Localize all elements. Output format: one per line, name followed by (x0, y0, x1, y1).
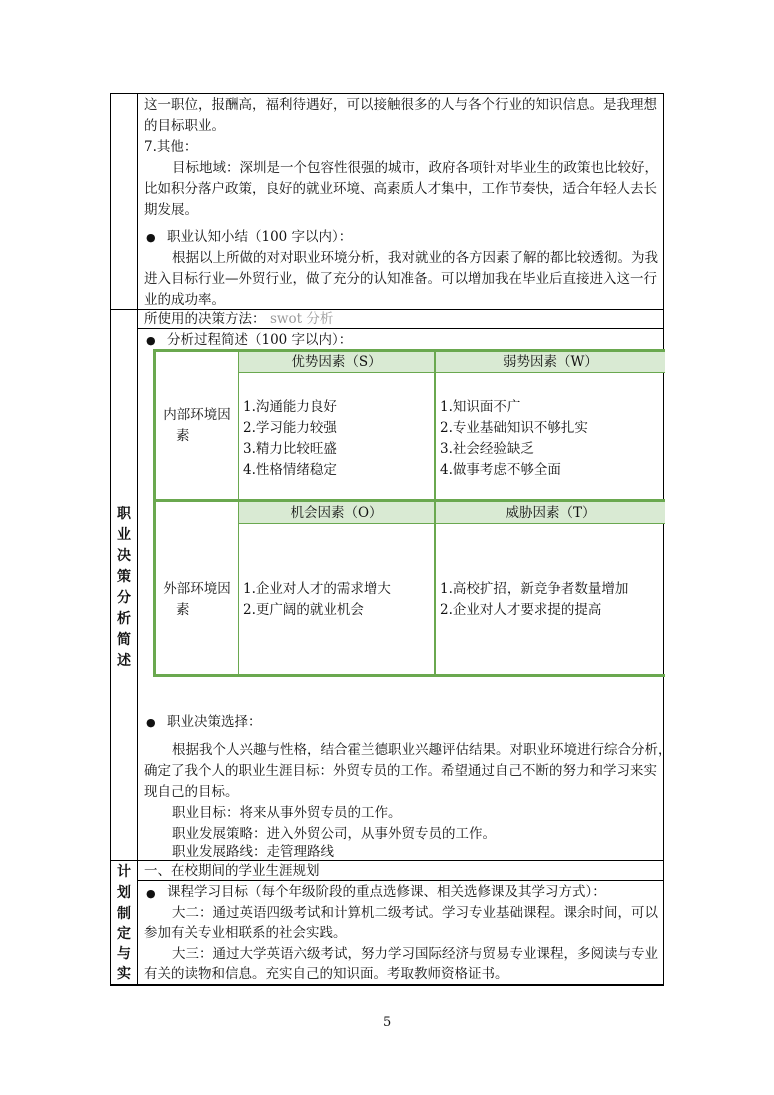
side-char: 分 (117, 590, 131, 606)
list-item: 4.做事考虑不够全面 (440, 462, 561, 478)
swot-border-mid (153, 499, 665, 502)
text-line: 根据我个人兴趣与性格，结合霍兰德职业兴趣评估结果。对职业环境进行综合分析， (172, 742, 672, 758)
external-label-line: 外部环境因 (163, 581, 231, 597)
text-line: 参加有关专业相联系的社会实践。 (144, 925, 347, 941)
text-line: 业的成功率。 (144, 292, 225, 308)
text-line: 职业目标：将来从事外贸专员的工作。 (172, 805, 402, 821)
table-bottom-border (110, 984, 664, 986)
table-top-border (110, 93, 664, 94)
side-char: 实 (117, 966, 131, 982)
list-item: 1.企业对人才的需求增大 (243, 581, 391, 597)
list-item: 2.专业基础知识不够扎实 (440, 420, 588, 436)
weakness-header-text: 弱势因素（W） (503, 354, 598, 370)
list-item: 2.更广阔的就业机会 (243, 602, 364, 618)
internal-label-line: 素 (176, 428, 190, 444)
text-line: 大二：通过英语四级考试和计算机二级考试。学习专业基础课程。课余时间，可以 (172, 905, 658, 921)
threat-header (436, 503, 665, 524)
list-item: 1.知识面不广 (440, 399, 521, 415)
course-title: 课程学习目标（每个年级阶段的重点选修课、相关选修课及其学习方式）： (167, 884, 606, 900)
internal-label-line: 内部环境因 (163, 407, 231, 423)
table-left-border (110, 93, 111, 985)
strength-header (239, 352, 434, 373)
threat-header-text: 威胁因素（T） (505, 505, 596, 521)
side-char: 划 (117, 885, 131, 901)
list-item: 4.性格情绪稳定 (243, 462, 337, 478)
side-char: 策 (117, 569, 131, 585)
text-line: 期发展。 (144, 202, 198, 218)
text-line: 有关的读物和信息。充实自己的知识面。考取教师资格证书。 (144, 966, 509, 982)
side-char: 析 (117, 611, 131, 627)
side-char: 业 (117, 527, 131, 543)
plan-heading: 一、在校期间的学业生涯规划 (144, 863, 320, 879)
bullet-icon: ● (146, 334, 156, 347)
external-label (156, 579, 238, 621)
list-item: 1.高校扩招，新竞争者数量增加 (440, 581, 629, 597)
text-line: 进入目标行业—外贸行业，做了充分的认知准备。可以增加我在毕业后直接进入这一行 (144, 271, 657, 287)
text-line: 目标地域：深圳是一个包容性很强的城市，政府各项针对毕业生的政策也比较好， (172, 160, 658, 176)
swot-border-bottom (153, 674, 665, 677)
side-char: 与 (117, 946, 131, 962)
text-line: 根据以上所做的对对职业环境分析，我对就业的各方因素了解的都比较透彻。为我 (172, 250, 658, 266)
column-divider (137, 93, 138, 985)
text-line: 确定了我个人的职业生涯目标：外贸专员的工作。希望通过自己不断的努力和学习来实 (144, 763, 657, 779)
bullet-icon: ● (146, 887, 156, 900)
text-line: 职业发展策略：进入外贸公司，从事外贸专员的工作。 (172, 826, 496, 842)
external-label-line: 素 (176, 602, 190, 618)
list-item: 2.学习能力较强 (243, 420, 337, 436)
bullet-icon: ● (146, 231, 156, 244)
list-item: 2.企业对人才要求提的提高 (440, 602, 602, 618)
text-line: 这一职位，报酬高，福利待遇好，可以接触很多的人与各个行业的知识信息。是我理想 (144, 97, 657, 113)
side-char: 职 (117, 506, 131, 522)
list-item: 3.社会经验缺乏 (440, 441, 534, 457)
internal-label (156, 405, 238, 447)
bullet-icon: ● (146, 716, 156, 729)
process-title: 分析过程简述（100 字以内）： (167, 332, 353, 348)
side-char: 定 (117, 926, 131, 942)
side-char: 制 (117, 906, 131, 922)
list-item: 3.精力比较旺盛 (243, 441, 337, 457)
side-char: 简 (117, 632, 131, 648)
text-line: 比如积分落户政策，良好的就业环境、高素质人才集中，工作节奏快，适合年轻人去长 (144, 181, 657, 197)
opportunities-list (243, 579, 391, 621)
swot-table (153, 349, 665, 677)
text-line: 7.其他： (144, 139, 198, 155)
strengths-list (243, 397, 337, 481)
text-line: 的目标职业。 (144, 118, 225, 134)
text-line: 现自己的目标。 (144, 784, 239, 800)
side-char: 计 (117, 864, 131, 880)
method-value: swot 分析 (270, 311, 334, 327)
choice-title: 职业决策选择： (167, 714, 262, 730)
text-line: 大三：通过大学英语六级考试，努力学习国际经济与贸易专业课程，多阅读与专业 (172, 946, 658, 962)
side-char: 述 (117, 653, 131, 669)
weakness-header (436, 352, 665, 373)
page-number: 5 (383, 1015, 392, 1030)
opportunity-header-text: 机会因素（O） (290, 505, 383, 521)
opportunity-header (239, 503, 434, 524)
summary-title: 职业认知小结（100 字以内）： (167, 229, 353, 245)
text-line: 职业发展路线：走管理路线 (172, 844, 334, 860)
strength-header-text: 优势因素（S） (291, 354, 382, 370)
side-char: 决 (117, 548, 131, 564)
threats-list (440, 579, 628, 621)
swot-border-left (153, 349, 156, 677)
method-label: 所使用的决策方法： (144, 311, 266, 327)
weaknesses-list (440, 397, 588, 481)
list-item: 1.沟通能力良好 (243, 399, 337, 415)
